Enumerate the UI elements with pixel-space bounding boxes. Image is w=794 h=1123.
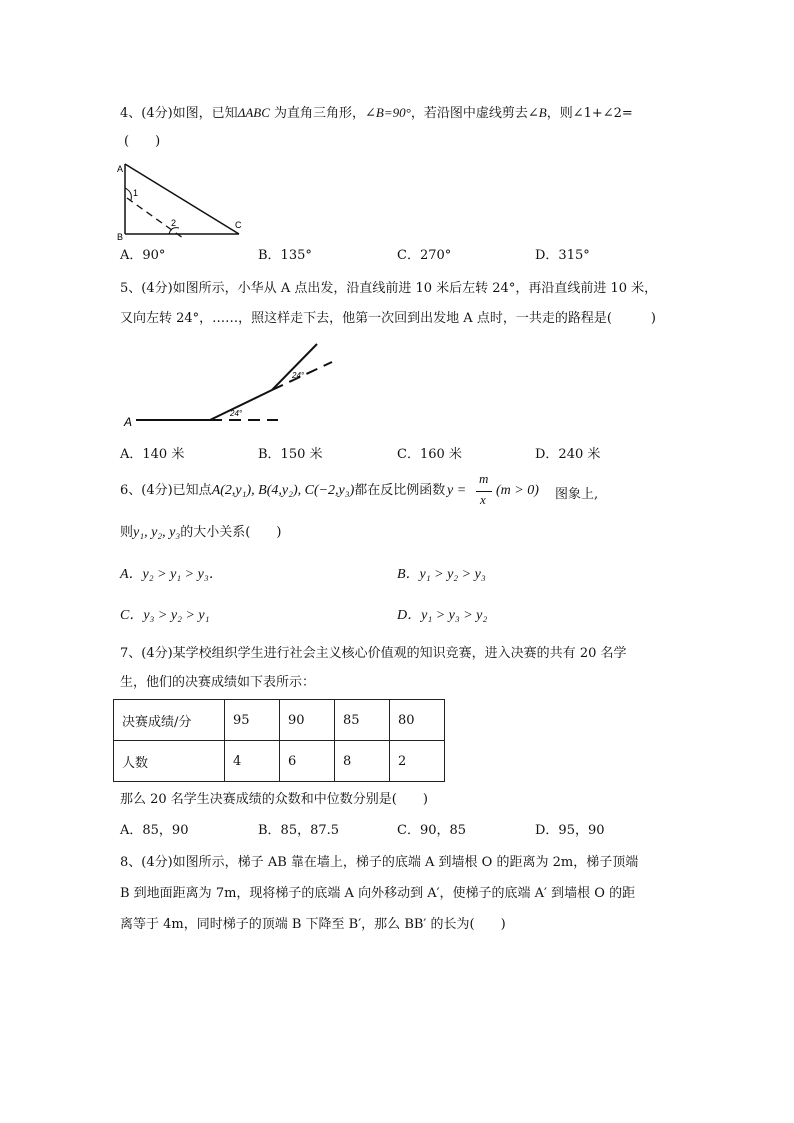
q7-option-d[interactable]: D．95，90 xyxy=(535,823,605,838)
q4-label-c: C xyxy=(235,220,242,230)
table-cell: 80 xyxy=(390,700,445,741)
q8-line3: 离等于 4m，同时梯子的顶端 B 下降至 B′，那么 BB′ 的长为( ) xyxy=(120,917,506,932)
q5-option-d[interactable]: D．240 米 xyxy=(535,447,601,462)
q6-func-numerator: m xyxy=(479,471,489,486)
q4-option-d[interactable]: D．315° xyxy=(535,248,590,263)
table-cell: 85 xyxy=(335,700,390,741)
q4-stem-tail: ，则∠1+∠2= xyxy=(546,106,633,121)
table-cell: 人数 xyxy=(114,741,225,782)
q6-option-a[interactable]: A．y₂ > y₁ > y₃． xyxy=(120,567,223,582)
table-row xyxy=(114,741,445,782)
q8-line1: 8、(4分)如图所示，梯子 AB 靠在墙上，梯子的底端 A 到墙根 O 的距离为 2m，梯子顶端 xyxy=(120,855,639,870)
q6-stem-pre: 6、(4分)已知点 xyxy=(120,483,212,498)
table-cell: 90 xyxy=(280,700,335,741)
q4-triangle-ac xyxy=(125,164,239,234)
q6-stem xyxy=(120,482,445,500)
q6-line2 xyxy=(120,524,281,542)
q6-option-b[interactable]: B．y₁ > y₂ > y₃ xyxy=(397,567,486,582)
q6-option-d[interactable]: D．y₁ > y₃ > y₂ xyxy=(397,608,488,623)
q4-label-2: 2 xyxy=(171,218,177,228)
q7-option-b[interactable]: B．85，87.5 xyxy=(258,823,340,838)
q4-triangle-name: ΔABC xyxy=(237,105,270,120)
q6-option-c[interactable]: C．y₃ > y₂ > y₁ xyxy=(120,608,210,623)
q4-answer-paren: ( ) xyxy=(124,134,161,149)
q4-stem-text: 4、(4分)如图，已知 xyxy=(120,106,238,121)
q6-func-y: y = xyxy=(447,483,467,498)
table-cell: 决赛成绩/分 xyxy=(114,700,225,741)
q5-option-a[interactable]: A．140 米 xyxy=(120,447,185,462)
q5-line2: 又向左转 24°，……，照这样走下去，他第一次回到出发地 A 点时，一共走的路程是( ) xyxy=(120,311,656,326)
table-cell: 95 xyxy=(225,700,280,741)
q5-figure xyxy=(120,340,350,435)
q6-stem-mid: 都在反比例函数 xyxy=(354,483,446,498)
table-cell: 6 xyxy=(280,741,335,782)
q5-label-a: A xyxy=(124,415,133,429)
q7-after-table: 那么 20 名学生决赛成绩的众数和中位数分别是( ) xyxy=(120,792,428,807)
q4-label-1: 1 xyxy=(133,188,139,198)
table-cell: 8 xyxy=(335,741,390,782)
q4-stem-mid1: 为直角三角形， xyxy=(269,106,366,121)
q4-stem xyxy=(120,104,633,123)
q7-score-table xyxy=(113,699,445,782)
q5-line1: 5、(4分)如图所示，小华从 A 点出发，沿直线前进 10 米后左转 24°，再沿直线前进 10 米， xyxy=(120,281,658,296)
q4-option-a[interactable]: A．90° xyxy=(120,248,166,263)
q8-line2: B 到地面距离为 7m，现将梯子的底端 A 向外移动到 A′，使梯子的底端 A′ 到墙根 O 的距 xyxy=(120,886,636,901)
q7-line2: 生，他们的决赛成绩如下表所示： xyxy=(120,675,316,690)
q4-option-c[interactable]: C．270° xyxy=(397,248,452,263)
q7-option-a[interactable]: A．85，90 xyxy=(120,823,189,838)
q7-option-c[interactable]: C．90，85 xyxy=(397,823,467,838)
q4-label-a: A xyxy=(117,164,124,174)
q4-option-b[interactable]: B．135° xyxy=(258,248,312,263)
q6-stem-post: 图象上, xyxy=(555,487,599,502)
q4-label-b: B xyxy=(117,232,124,242)
q6-func-condition: (m > 0) xyxy=(496,483,539,498)
table-row xyxy=(114,700,445,741)
q6-func-denominator: x xyxy=(480,492,486,507)
q6-line2-post: 的大小关系( ) xyxy=(180,525,282,540)
q7-line1: 7、(4分)某学校组织学生进行社会主义核心价值观的知识竞赛，进入决赛的共有 20 名学 xyxy=(120,646,627,661)
q4-angle-b: ∠B=90° xyxy=(365,105,411,120)
q5-angle-label-1: 24° xyxy=(230,409,243,418)
q5-angle-label-2: 24° xyxy=(292,371,305,380)
q5-option-c[interactable]: C．160 米 xyxy=(397,447,462,462)
q4-angle-b2: ∠B xyxy=(527,105,547,120)
table-cell: 4 xyxy=(225,741,280,782)
q6-line2-pre: 则 xyxy=(120,525,134,540)
table-cell: 2 xyxy=(390,741,445,782)
q6-points: A(2,y₁), B(4,y₂), C(−2,y₃) xyxy=(211,483,355,498)
q4-stem-mid2: ，若沿图中虚线剪去 xyxy=(410,106,528,121)
q5-path-seg3 xyxy=(272,344,317,390)
q5-option-b[interactable]: B．150 米 xyxy=(258,447,323,462)
q6-line2-vars: y₁, y₂, y₃ xyxy=(133,525,181,540)
q4-figure xyxy=(115,158,255,243)
